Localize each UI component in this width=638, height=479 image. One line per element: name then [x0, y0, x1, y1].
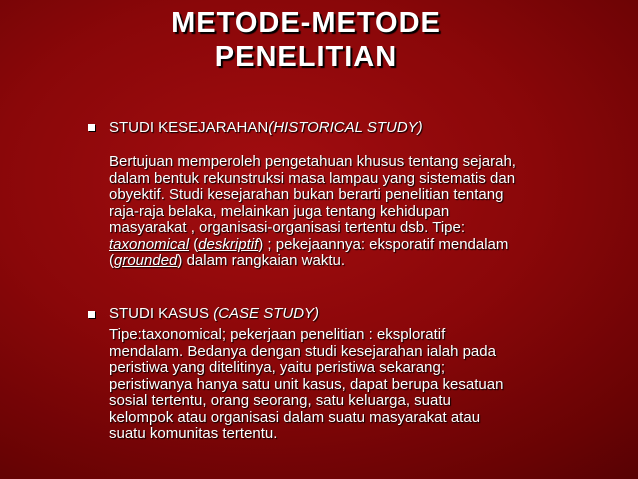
- paragraph-line: sosial tertentu, orang seorang, satu keluarga, suatu: [109, 392, 451, 409]
- paragraph-line: dalam bentuk rekunstruksi masa lampau yang sistematis dan: [109, 169, 516, 187]
- text-fragment: ) ; pekejaannya: eksporatif mendalam: [258, 235, 509, 253]
- paragraph-line: [109, 253, 516, 270]
- paragraph-case: [109, 327, 503, 443]
- heading-english: (CASE STUDY): [213, 305, 320, 322]
- paragraph-line: Tipe:taxonomical; pekerjaan penelitian : eksploratif: [109, 326, 446, 343]
- heading-english: (HISTORICAL STUDY): [268, 119, 423, 136]
- paragraph-line: kelompok atau organisasi dalam suatu masyarakat atau: [109, 408, 481, 426]
- square-bullet-icon: [88, 124, 95, 131]
- term-taxonomical: taxonomical: [109, 235, 190, 253]
- paragraph-line: Bertujuan memperoleh pengetahuan khusus tentang sejarah,: [109, 153, 516, 170]
- paragraph-line: peristiwa yang ditelitinya, yaitu peristiwa sekarang;: [109, 359, 445, 376]
- slide-title: [100, 6, 512, 74]
- paragraph-historical: [109, 154, 516, 270]
- text-fragment: (: [109, 252, 114, 269]
- section-heading-case: [109, 305, 319, 322]
- paragraph-line: suatu komunitas tertentu.: [109, 425, 278, 442]
- paragraph-line: mendalam. Bedanya dengan studi kesejarahan ialah pada: [109, 342, 496, 360]
- heading-text: STUDI KESEJARAHAN: [109, 119, 269, 136]
- paragraph-line: peristiwanya hanya satu unit kasus, dapat berupa kesatuan: [109, 375, 504, 393]
- term-grounded: grounded: [114, 252, 178, 269]
- term-deskriptif: deskriptif: [198, 235, 259, 253]
- text-fragment: (: [189, 235, 199, 253]
- title-line-1: METODE-METODE: [171, 7, 441, 39]
- paragraph-line: obyektif. Studi kesejarahan bukan berarti penelitian tentang: [109, 186, 504, 203]
- heading-text: STUDI KASUS: [109, 305, 210, 322]
- title-line-2: PENELITIAN: [214, 41, 398, 73]
- paragraph-line: masyarakat , organisasi-organisasi tertentu dsb. Tipe:: [109, 219, 466, 236]
- paragraph-line: [109, 237, 516, 254]
- paragraph-line: raja-raja belaka, melainkan juga tentang kehidupan: [109, 202, 450, 220]
- square-bullet-icon: [88, 311, 95, 318]
- section-heading-historical: [109, 119, 423, 136]
- text-fragment: ) dalam rangkaian waktu.: [177, 252, 345, 269]
